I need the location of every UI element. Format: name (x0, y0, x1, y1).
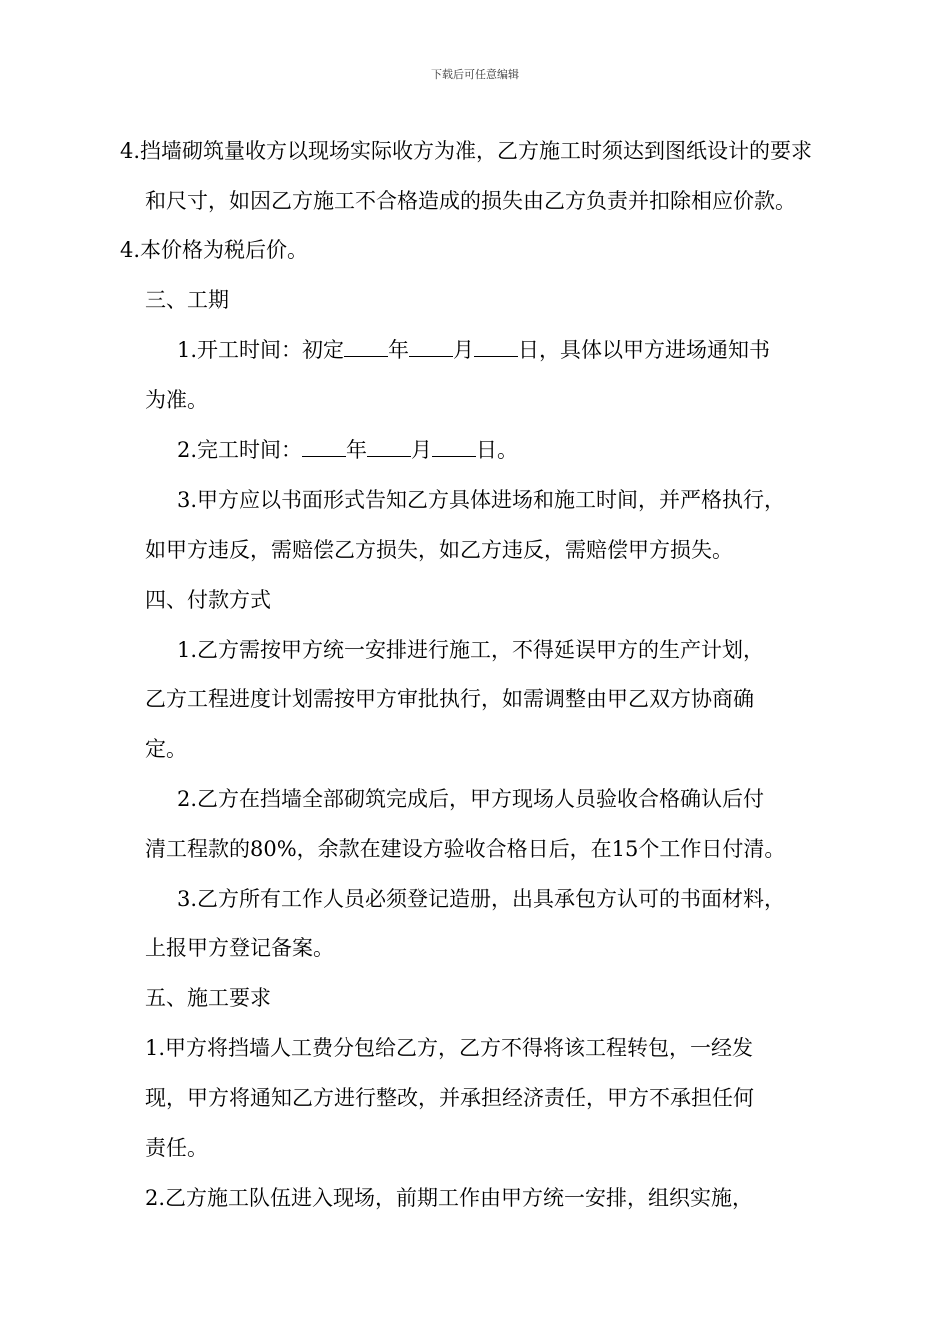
paragraph-line: 3.乙方所有工作人员必须登记造册，出具承包方认可的书面材料， (177, 887, 786, 911)
text-segment: 2.完工时间： (177, 438, 303, 462)
paragraph-line: 1.乙方需按甲方统一安排进行施工，不得延误甲方的生产计划， (177, 638, 765, 662)
fill-in-blank (367, 438, 411, 457)
paragraph-line: 清工程款的80%，余款在建设方验收合格日后，在15个工作日付清。 (145, 837, 786, 861)
text-segment: 年 (346, 438, 368, 462)
paragraph-line: 4.本价格为税后价。 (120, 238, 309, 262)
text-segment: 月 (411, 438, 433, 462)
text-segment: 日，具体以甲方进场通知书 (518, 338, 771, 362)
paragraph-line: 乙方工程进度计划需按甲方审批执行，如需调整由甲乙双方协商确 (145, 687, 754, 711)
paragraph-line: 现，甲方将通知乙方进行整改，并承担经济责任，甲方不承担任何 (145, 1086, 754, 1110)
fill-in-blank (302, 438, 346, 457)
paragraph-line: 3.甲方应以书面形式告知乙方具体进场和施工时间，并严格执行， (177, 488, 786, 512)
section-heading: 三、工期 (145, 288, 229, 312)
paragraph-line (177, 436, 518, 464)
text-segment: 年 (388, 338, 410, 362)
section-heading: 四、付款方式 (145, 588, 271, 612)
section-heading: 五、施工要求 (145, 986, 271, 1010)
paragraph-line: 2.乙方在挡墙全部砌筑完成后，甲方现场人员验收合格确认后付 (177, 787, 765, 811)
paragraph-line: 为准。 (145, 388, 208, 412)
text-segment: 月 (453, 338, 475, 362)
page-header-note: 下载后可任意编辑 (431, 68, 519, 81)
text-segment: 1.开工时间：初定 (177, 338, 345, 362)
fill-in-blank (344, 338, 388, 357)
paragraph-line: 定。 (145, 737, 187, 761)
paragraph-line (177, 336, 770, 364)
paragraph-line: 责任。 (145, 1136, 208, 1160)
paragraph-line: 和尺寸，如因乙方施工不合格造成的损失由乙方负责并扣除相应价款。 (145, 189, 796, 213)
text-segment: 日。 (476, 438, 519, 462)
paragraph-line: 如甲方违反，需赔偿乙方损失，如乙方违反，需赔偿甲方损失。 (145, 538, 733, 562)
paragraph-line: 4.挡墙砌筑量收方以现场实际收方为准，乙方施工时须达到图纸设计的要求 (120, 139, 813, 163)
paragraph-line: 2.乙方施工队伍进入现场，前期工作由甲方统一安排，组织实施， (145, 1186, 754, 1210)
fill-in-blank (409, 338, 453, 357)
fill-in-blank (432, 438, 476, 457)
paragraph-line: 上报甲方登记备案。 (145, 936, 334, 960)
paragraph-line: 1.甲方将挡墙人工费分包给乙方，乙方不得将该工程转包，一经发 (145, 1036, 754, 1060)
fill-in-blank (474, 338, 518, 357)
